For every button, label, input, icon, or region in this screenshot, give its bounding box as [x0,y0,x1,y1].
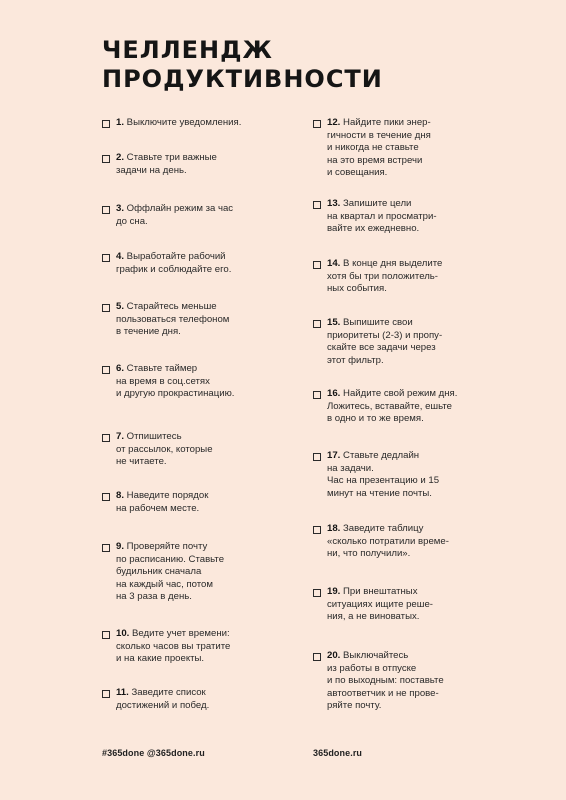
checkbox-19[interactable] [313,589,321,597]
item-text: Наведите порядок на рабочем месте. [116,490,209,514]
item-number: 8. [116,490,125,501]
checklist-item-20 [313,650,444,713]
item-number: 13. [327,198,341,209]
checklist-item-5 [102,301,229,339]
checkbox-17[interactable] [313,453,321,461]
checklist-item-12 [313,117,431,180]
item-number: 18. [327,523,341,534]
item-number: 6. [116,363,125,374]
page-title [102,36,522,94]
checklist-item-2 [102,152,217,177]
item-number: 4. [116,251,125,262]
checklist-item-3 [102,203,233,228]
checklist-item-8 [102,490,208,515]
item-number: 1. [116,117,125,128]
item-text: При внештатных ситуациях ищите реше- ния, а не виноватых. [327,586,433,623]
checkbox-5[interactable] [102,304,110,312]
item-number: 5. [116,301,125,312]
checklist-item-4 [102,251,231,276]
item-number: 16. [327,388,341,399]
item-number: 11. [116,687,129,698]
checkbox-14[interactable] [313,261,321,269]
item-number: 7. [116,431,125,442]
item-number: 10. [116,628,130,639]
checklist-item-7 [102,431,213,469]
checklist-item-15 [313,317,442,367]
item-text: В конце дня выделите хотя бы три положитель- ных события. [327,258,443,295]
checkbox-15[interactable] [313,320,321,328]
checkbox-6[interactable] [102,366,110,374]
item-number: 9. [116,541,125,552]
checklist-item-18 [313,523,449,561]
item-number: 12. [327,117,341,128]
item-number: 3. [116,203,125,214]
item-text: Оффлайн режим за час до сна. [116,203,234,227]
item-text: Ставьте дедлайн на задачи. Час на презентацию и 15 минут на чтение почты. [327,450,440,499]
checkbox-3[interactable] [102,206,110,214]
item-number: 19. [327,586,341,597]
item-text: Выключите уведомления. [124,117,242,128]
checklist-item-17 [313,450,439,500]
item-text: Найдите пики энер- гичности в течение дня и никогда не ставьте на это время встречи и совещания. [327,117,431,179]
item-text: Проверяйте почту по расписанию. Ставьте будильник сначала на каждый час, потом на 3 раза в день. [116,541,225,603]
checklist-item-11 [102,687,209,712]
item-text: Заведите список достижений и побед. [116,687,210,711]
checkbox-10[interactable] [102,631,110,639]
item-text: Заведите таблицу «сколько потратили време- ни, что получили». [327,523,449,560]
item-text: Старайтесь меньше пользоваться телефоном в течение дня. [116,301,230,338]
item-text: Ставьте таймер на время в соц.сетях и другую прокрастинацию. [116,363,235,400]
item-text: Выпишите свои приоритеты (2-3) и пропу- скайте все задачи через этот фильтр. [327,317,443,366]
footer-hashtag: #365done @365done.ru [102,748,205,758]
checklist-item-1 [102,117,241,130]
item-text: Отпишитесь от рассылок, которые не читаете. [116,431,213,468]
item-text: Найдите свой режим дня. Ложитесь, вставайте, ешьте в одно и то же время. [327,388,458,425]
checklist-item-19 [313,586,433,624]
item-text: Запишите цели на квартал и просматри- вайте их ежедневно. [327,198,437,235]
checkbox-4[interactable] [102,254,110,262]
item-number: 20. [327,650,341,661]
footer-site-link[interactable]: 365done.ru [313,748,363,758]
title-line-2: ПРОДУКТИВНОСТИ [102,65,383,93]
checklist-item-14 [313,258,442,296]
checkbox-18[interactable] [313,526,321,534]
checklist-item-10 [102,628,230,666]
checkbox-1[interactable] [102,120,110,128]
item-number: 14. [327,258,341,269]
checkbox-12[interactable] [313,120,321,128]
checklist-item-13 [313,198,437,236]
checkbox-13[interactable] [313,201,321,209]
checklist-item-9 [102,541,224,604]
checkbox-2[interactable] [102,155,110,163]
checkbox-8[interactable] [102,493,110,501]
item-text: Выключайтесь из работы в отпуске и по выходным: поставьте автоответчик и не прове- ряйте почту. [327,650,444,712]
checklist-item-16 [313,388,457,426]
item-text: Выработайте рабочий график и соблюдайте его. [116,251,232,275]
item-number: 15. [327,317,341,328]
item-number: 2. [116,152,125,163]
checkbox-11[interactable] [102,690,110,698]
checkbox-9[interactable] [102,544,110,552]
checkbox-20[interactable] [313,653,321,661]
title-line-1: ЧЕЛЛЕНДЖ [102,36,273,64]
item-text: Ведите учет времени: сколько часов вы тратите и на какие проекты. [116,628,231,665]
item-text: Ставьте три важные задачи на день. [116,152,217,176]
checkbox-16[interactable] [313,391,321,399]
item-number: 17. [327,450,341,461]
checkbox-7[interactable] [102,434,110,442]
checklist-item-6 [102,363,234,401]
